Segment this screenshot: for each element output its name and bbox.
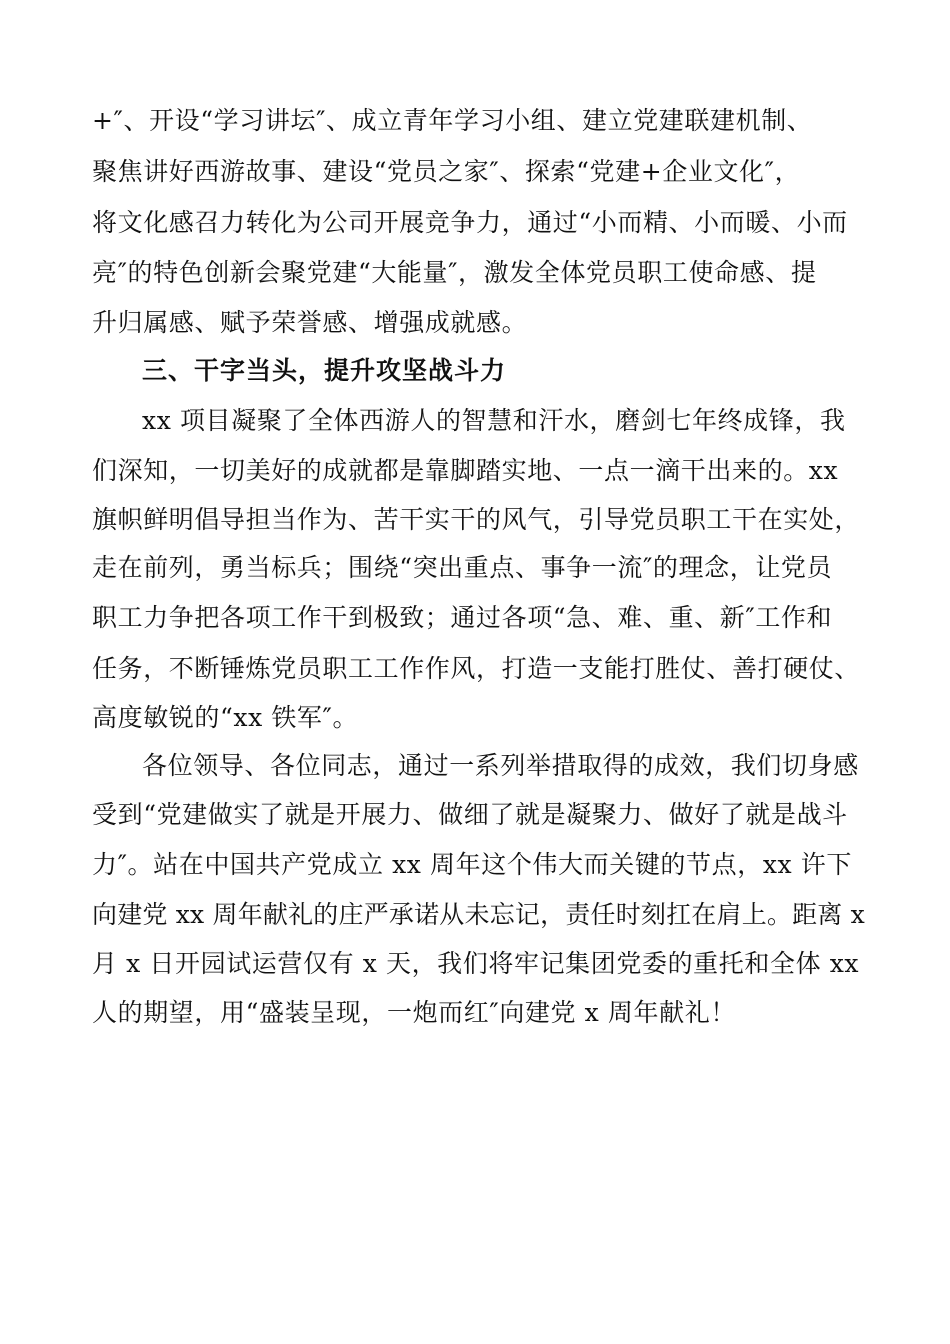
paragraph-1-line-3: 将文化感召力转化为公司开展竞争力，通过“小而精、小而暖、小而 <box>92 208 848 237</box>
paragraph-2-line-6: 任务，不断锤炼党员职工工作作风，打造一支能打胜仗、善打硬仗、 <box>92 654 861 683</box>
paragraph-3-line-2: 受到“党建做实了就是开展力、做细了就是凝聚力、做好了就是战斗 <box>92 800 848 829</box>
paragraph-2-line-4: 走在前列，勇当标兵；围绕“突出重点、事争一流″的理念，让党员 <box>92 553 833 582</box>
paragraph-2-line-5: 职工力争把各项工作干到极致；通过各项“急、难、重、新″工作和 <box>92 603 833 632</box>
paragraph-2-line-1: xx 项目凝聚了全体西游人的智慧和汗水，磨剑七年终成锋，我 <box>142 406 846 435</box>
section-heading-3: 三、干字当头，提升攻坚战斗力 <box>142 356 507 385</box>
paragraph-1-line-4: 亮″的特色创新会聚党建“大能量″，激发全体党员职工使命感、提 <box>92 258 817 287</box>
paragraph-1-line-5: 升归属感、赋予荣誉感、增强成就感。 <box>92 308 528 337</box>
paragraph-3-line-6: 人的期望，用“盛装呈现，一炮而红″向建党 x 周年献礼！ <box>92 998 736 1027</box>
paragraph-3-line-4: 向建党 xx 周年献礼的庄严承诺从未忘记，责任时刻扛在肩上。距离 x <box>92 900 865 929</box>
paragraph-3-line-5: 月 x 日开园试运营仅有 x 天，我们将牢记集团党委的重托和全体 xx <box>92 949 860 978</box>
paragraph-1-line-2: 聚焦讲好西游故事、建设“党员之家″、探索“党建+企业文化″， <box>92 157 801 186</box>
paragraph-3-line-3: 力″。站在中国共产党成立 xx 周年这个伟大而关键的节点，xx 许下 <box>92 850 852 879</box>
paragraph-2-line-2: 们深知，一切美好的成就都是靠脚踏实地、一点一滴干出来的。xx <box>92 456 839 485</box>
paragraph-1-line-1: +″、开设“学习讲坛″、成立青年学习小组、建立党建联建机制、 <box>92 106 813 135</box>
paragraph-2-line-7: 高度敏锐的“xx 铁军″。 <box>92 703 359 732</box>
paragraph-3-line-1: 各位领导、各位同志，通过一系列举措取得的成效，我们切身感 <box>142 751 859 780</box>
paragraph-2-line-3: 旗帜鲜明倡导担当作为、苦干实干的风气，引导党员职工干在实处， <box>92 505 861 534</box>
